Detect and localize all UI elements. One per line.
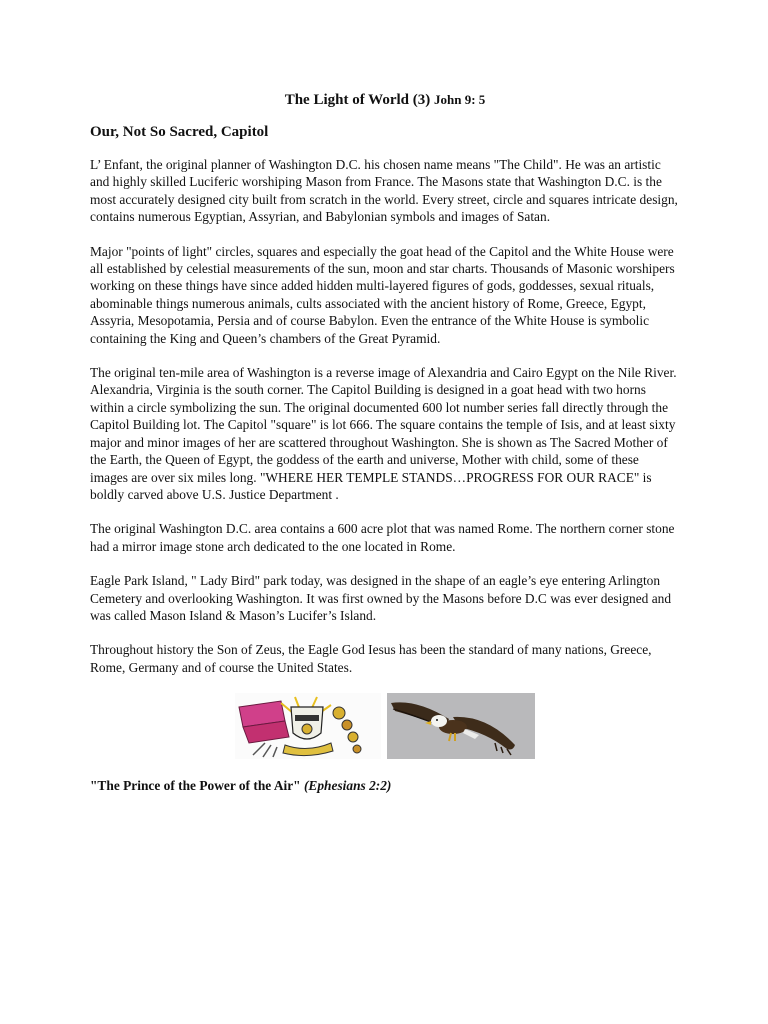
- paragraph-2: Major "points of light" circles, squares and especially the goat head of the Capitol and the White House were all established by celestial measurements of the sun, moon and star charts. Thousands of Masonic worshipers working on these things have since added hidden multi-layered figures of gods, goddesses, sexual rituals, abominable things numerous animals, cults associated with the ancient history of Rome, Greece, Egypt, Assyria, Mesopotamia, Persia and of course Babylon. Even the entrance of the White House is symbolic containing the King and Queen’s chambers of the Great Pyramid.: [90, 243, 675, 346]
- section-heading: Our, Not So Sacred, Capitol: [90, 124, 269, 140]
- flying-eagle-icon: [387, 693, 535, 759]
- document-title: [90, 90, 680, 110]
- paragraph-6: Throughout history the Son of Zeus, the Eagle God Iesus has been the standard of many nations, Greece, Rome, Germany and of course the United States.: [90, 642, 652, 675]
- caption-text: "The Prince of the Power of the Air": [90, 778, 301, 794]
- paragraph-4: The original Washington D.C. area contains a 600 acre plot that was named Rome. The northern corner stone had a mirror image stone arch dedicated to the one located in Rome.: [90, 521, 675, 554]
- title-scripture-ref: John 9: 5: [434, 92, 486, 107]
- paragraph-5: Eagle Park Island, " Lady Bird" park today, was designed in the shape of an eagle’s eye entering Arlington Cemetery and overlooking Washington. It was first owned by the Masons before D.C was ever designed and was called Mason Island & Mason’s Lucifer’s Island.: [90, 573, 672, 623]
- masonic-crest-icon: [235, 693, 381, 759]
- title-text: The Light of World (3): [284, 92, 431, 108]
- caption-scripture-ref: (Ephesians 2:2): [303, 778, 392, 794]
- paragraph-3: The original ten-mile area of Washington is a reverse image of Alexandria and Cairo Egypt on the Nile River. Alexandria, Virginia is the south corner. The Capitol Building is designed in a goat head with two horns within a circle symbolizing the sun. The original documented 600 lot number series fall directly through the Capitol Building lot. The Capitol "square" is lot 666. The square contains the temple of Isis, and at least sixty major and minor images of her are scattered throughout Washington. She is shown as The Sacred Mother of the Earth, the Queen of Egypt, the goddess of the earth and universe, Mother with child, some of these images are over six miles long. "WHERE HER TEMPLE STANDS…PROGRESS FOR OUR RACE" is boldly carved above U.S. Justice Department .: [90, 365, 677, 502]
- document-page: [90, 90, 680, 795]
- image-row: [90, 693, 680, 759]
- paragraph-1: L’ Enfant, the original planner of Washington D.C. his chosen name means "The Child". He was an artistic and highly skilled Luciferic worshiping Mason from France. The Masons state that Washington D.C. is the most accurately designed city built from scratch in the world. Every street, circle and squares intricate design, contains numerous Egyptian, Assyrian, and Babylonian symbols and images of Satan.: [90, 157, 678, 225]
- closing-caption: [90, 777, 680, 795]
